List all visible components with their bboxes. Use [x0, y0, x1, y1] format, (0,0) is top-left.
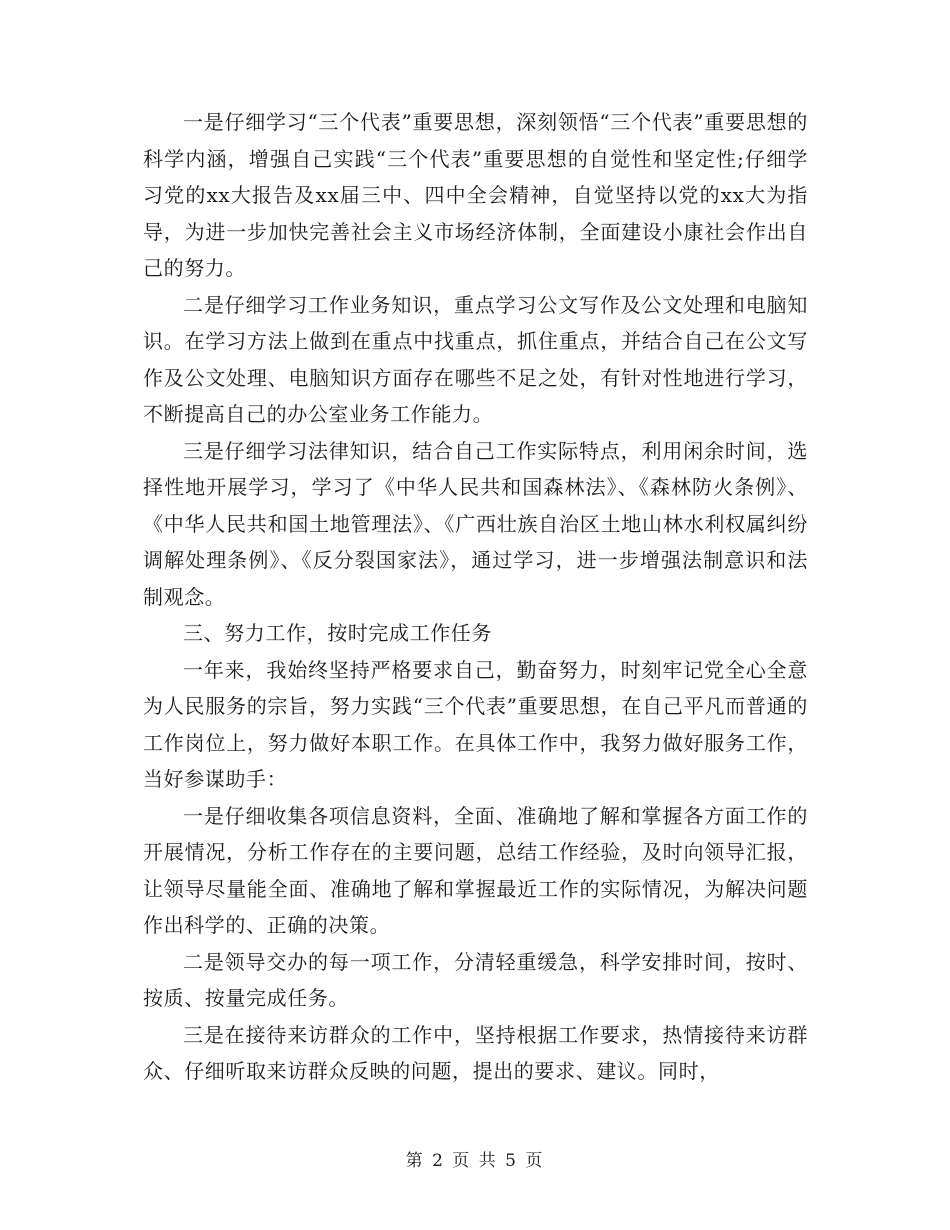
paragraph-6: 一是仔细收集各项信息资料，全面、准确地了解和掌握各方面工作的开展情况，分析工作存在的主要问题，总结工作经验，及时向领导汇报，让领导尽量能全面、准确地了解和掌握最近工作的实际情况，为解决问题作出科学的、正确的决策。: [143, 803, 808, 937]
paragraph-1: 一是仔细学习“三个代表”重要思想，深刻领悟“三个代表”重要思想的科学内涵，增强自己实践“三个代表”重要思想的自觉性和坚定性;仔细学习党的xx大报告及xx届三中、四中全会精神，自觉坚持以党的xx大为指导，为进一步加快完善社会主义市场经济体制，全面建设小康社会作出自己的努力。: [143, 110, 808, 280]
section-heading: 三、努力工作，按时完成工作任务: [183, 621, 492, 645]
paragraph-3: 三是仔细学习法律知识，结合自己工作实际特点，利用闲余时间，选择性地开展学习，学习了《中华人民共和国森林法》、《森林防火条例》、《中华人民共和国土地管理法》、《广西壮族自治区土地山林水利权属纠纷调解处理条例》、《反分裂国家法》，通过学习，进一步增强法制意识和法制观念。: [143, 438, 808, 609]
paragraph-5: 一年来，我始终坚持严格要求自己，勤奋努力，时刻牢记党全心全意为人民服务的宗旨，努力实践“三个代表”重要思想，在自己平凡而普通的工作岗位上，努力做好本职工作。在具体工作中，我努力做好服务工作，当好参谋助手：: [143, 657, 808, 791]
paragraph-7: 二是领导交办的每一项工作，分清轻重缓急，科学安排时间，按时、按质、按量完成任务。: [143, 949, 808, 1010]
page-footer: 第 2 页 共 5 页: [405, 1151, 545, 1171]
paragraph-8: 三是在接待来访群众的工作中，坚持根据工作要求，热情接待来访群众、仔细听取来访群众反映的问题，提出的要求、建议。同时，: [143, 1022, 808, 1083]
document-body: [143, 104, 808, 1090]
paragraph-2: 二是仔细学习工作业务知识，重点学习公文写作及公文处理和电脑知识。在学习方法上做到在重点中找重点，抓住重点，并结合自己在公文写作及公文处理、电脑知识方面存在哪些不足之处，有针对性地进行学习，不断提高自己的办公室业务工作能力。: [143, 292, 808, 426]
